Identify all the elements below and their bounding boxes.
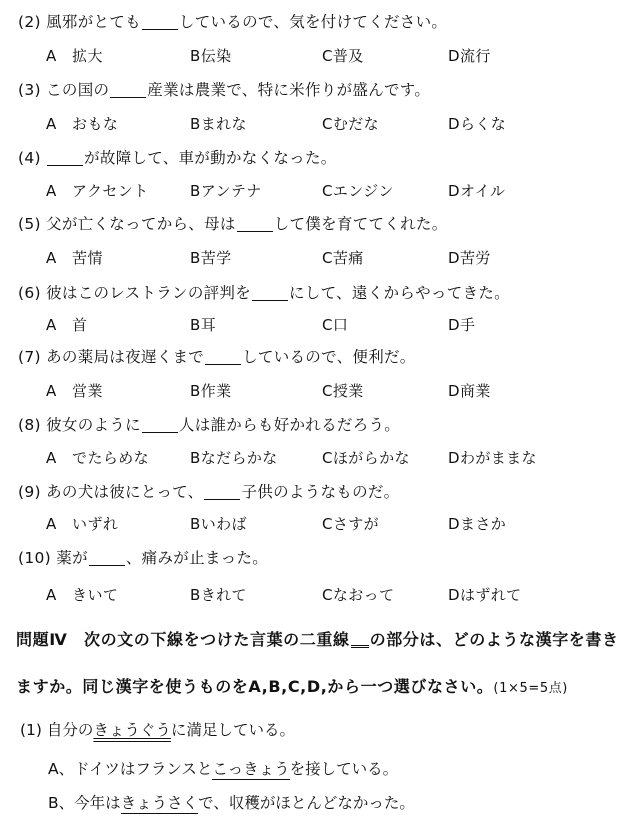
underlined-word: きょうさく (120, 794, 199, 812)
option-a: A 営業 (46, 382, 103, 400)
option-text-post: で、収穫がほとんどなかった。 (198, 794, 415, 812)
question-number: (6) (18, 284, 41, 302)
underlined-word: きょうぐう (93, 721, 171, 739)
option-d: Dらくな (448, 115, 507, 133)
option-d: D苦労 (448, 249, 491, 267)
question-2 (18, 10, 447, 32)
section-instruction-pre: 問題Ⅳ 次の文の下線をつけた言葉の二重線 (16, 630, 350, 649)
question-text-post: にして、遠くからやってきた。 (289, 284, 510, 302)
question-4 (18, 146, 337, 168)
option-d: D手 (448, 316, 476, 334)
option-c: C授業 (322, 382, 364, 400)
option-a: A 拡大 (46, 47, 103, 65)
option-a: A アクセント (46, 182, 149, 200)
question-text-post: 、痛みが止まった。 (125, 549, 269, 567)
answer-blank (89, 550, 125, 567)
option-b: B作業 (190, 382, 232, 400)
option-c: Cなおって (322, 586, 395, 604)
kanji-question-1 (20, 718, 295, 740)
question-number: (2) (18, 13, 41, 31)
option-b: Bきれて (190, 586, 247, 604)
option-d: D商業 (448, 382, 491, 400)
option-d: Dオイル (448, 182, 506, 200)
question-text-post: して僕を育ててくれた。 (273, 215, 448, 233)
option-c: Cエンジン (322, 182, 394, 200)
answer-blank (47, 150, 83, 167)
option-a: A 首 (46, 316, 88, 334)
section-instruction-line2: ますか。同じ漢字を使うものをA,B,C,D,から一つ選びなさい。 (16, 677, 494, 696)
option-b: B耳 (190, 316, 217, 334)
section-score: (1×5=5点) (493, 681, 568, 696)
answer-blank (204, 484, 240, 501)
question-number: (1) (20, 721, 42, 739)
section-heading-line2 (16, 674, 568, 697)
option-d: Dはずれて (448, 586, 522, 604)
question-text-pre: 薬が (56, 549, 88, 567)
question-3 (18, 78, 430, 100)
option-a: A 苦情 (46, 249, 103, 267)
question-number: (5) (18, 215, 41, 233)
kanji-option-a (48, 757, 398, 779)
question-text-pre: 彼女のように (46, 416, 141, 434)
option-b: Bアンテナ (190, 182, 262, 200)
question-text-post: 産業は農業で、特に米作りが盛んです。 (147, 81, 431, 99)
question-9 (18, 480, 400, 502)
option-b: Bいわば (190, 515, 247, 533)
answer-blank (110, 82, 146, 99)
question-8 (18, 413, 400, 435)
question-5 (18, 212, 448, 234)
answer-blank (142, 417, 178, 434)
question-number: (3) (18, 81, 41, 99)
question-text-pre: あの薬局は夜遅くまで (46, 348, 205, 366)
question-6 (18, 281, 510, 303)
question-number: (4) (18, 149, 41, 167)
option-c: Cほがらかな (322, 449, 410, 467)
question-number: (9) (18, 483, 41, 501)
question-text-post: 子供のようなものだ。 (241, 483, 400, 501)
option-c: C苦痛 (322, 249, 364, 267)
question-number: (10) (18, 549, 52, 567)
answer-blank (237, 216, 273, 233)
option-b: B伝染 (190, 47, 232, 65)
option-c: C普及 (322, 47, 364, 65)
question-10 (18, 546, 268, 568)
option-text-pre: B、今年は (48, 794, 121, 812)
section-heading-line1 (16, 627, 619, 650)
question-text-pre: あの犬は彼にとって、 (46, 483, 204, 501)
answer-blank (142, 14, 178, 31)
option-c: C口 (322, 316, 349, 334)
option-a: A きいて (46, 586, 119, 604)
option-b: Bなだらかな (190, 449, 278, 467)
question-text-pre: この国の (46, 81, 110, 99)
option-d: Dまさか (448, 515, 507, 533)
double-underline-blank (351, 629, 369, 648)
option-a: A でたらめな (46, 449, 150, 467)
answer-blank (252, 285, 288, 302)
option-text-pre: A、ドイツはフランスと (48, 760, 213, 778)
option-a: A いずれ (46, 515, 119, 533)
option-b: Bまれな (190, 115, 247, 133)
question-text-pre: 彼はこのレストランの評判を (46, 284, 252, 302)
question-text-pre: 父が亡くなってから、母は (46, 215, 236, 233)
option-c: Cむだな (322, 115, 380, 133)
question-7 (18, 345, 416, 367)
question-number: (8) (18, 416, 41, 434)
question-text-post: 人は誰からも好かれるだろう。 (178, 416, 401, 434)
question-text-pre: 自分の (46, 721, 94, 739)
option-c: Cさすが (322, 515, 380, 533)
kanji-option-b (48, 791, 415, 813)
question-text-post: しているので、便利だ。 (242, 348, 416, 366)
question-text-post: しているので、気を付けてください。 (178, 13, 448, 31)
question-text-post: が故障して、車が動かなくなった。 (84, 149, 337, 167)
underlined-word: こっきょう (212, 760, 290, 778)
option-d: Dわがままな (448, 449, 537, 467)
question-text-post: に満足している。 (170, 721, 295, 739)
option-d: D流行 (448, 47, 491, 65)
option-a: A おもな (46, 115, 119, 133)
answer-blank (205, 349, 241, 366)
section-instruction-post: の部分は、どのような漢字を書き (369, 630, 619, 649)
option-b: B苦学 (190, 249, 232, 267)
question-text-pre: 風邪がとても (46, 13, 141, 31)
question-number: (7) (18, 348, 41, 366)
option-text-post: を接している。 (289, 760, 399, 778)
